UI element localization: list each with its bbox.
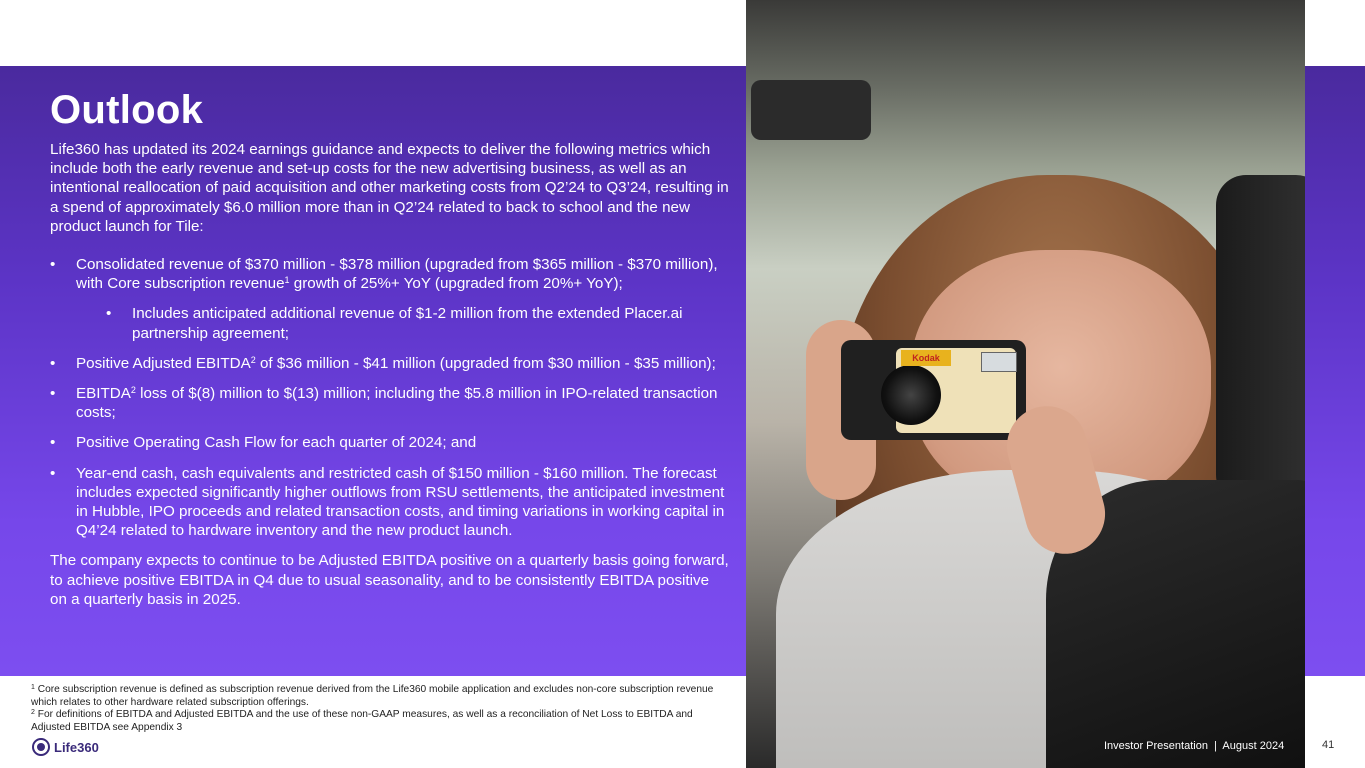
rearview-mirror	[751, 80, 871, 140]
hero-photo-girl-with-camera	[746, 0, 1305, 768]
footnotes	[31, 684, 731, 734]
closing-paragraph: The company expects to continue to be Adjusted EBITDA positive on a quarterly basis going forward, to achieve positive EBITDA in Q4 due to usual seasonality, and to be consistently EBITDA positive on a quarterly basis in 2025.	[50, 552, 729, 608]
list-item-year-end-cash: • Year-end cash, cash equivalents and restricted cash of $150 million - $160 million. The forecast includes expected significantly higher outflows from RSU settlements, the anticipated investment in Hubble, IPO proceeds and related transaction costs, and timing variations in working capital in Q4’24 related to hardware inventory and the new product launch.	[50, 464, 730, 541]
list-item-cash-flow: • Positive Operating Cash Flow for each quarter of 2024; and	[50, 433, 730, 452]
outlook-body	[50, 140, 730, 609]
disposable-camera	[841, 340, 1026, 440]
footer-label: Investor Presentation | August 2024	[1104, 740, 1285, 752]
footnote-1: $^1$ Core subscription revenue is defined as subscription revenue derived from the Life360 mobile application and excludes non-core subscription revenue which relates to other hardware related subscription offerings.	[31, 684, 714, 708]
page-number: 41	[1322, 739, 1335, 751]
list-item-placer: • Includes anticipated additional revenue of $1-2 million from the extended Placer.ai partnership agreement;	[106, 304, 730, 342]
camera-brand-label: Kodak	[901, 350, 951, 366]
life360-logo-icon	[32, 738, 50, 756]
life360-logo	[32, 738, 99, 756]
list-item-adjusted-ebitda: • Positive Adjusted EBITDA$^2$ of $36 million - $41 million (upgraded from $30 million - $35 million);	[50, 354, 730, 373]
list-item-revenue: • Consolidated revenue of $370 million - $378 million (upgraded from $365 million - $370 million), with Core subscription revenue$^1$ growth of 25%+ YoY (upgraded from 20%+ YoY);	[50, 255, 730, 293]
footnote-2: $^2$ For definitions of EBITDA and Adjusted EBITDA and the use of these non-GAAP measures, as well as a reconciliation of Net Loss to EBITDA and Adjusted EBITDA see Appendix 3	[31, 709, 693, 733]
intro-paragraph: Life360 has updated its 2024 earnings guidance and expects to deliver the following metrics which include both the early revenue and set-up costs for the new advertising business, as well as an intentional reallocation of paid acquisition and other marketing costs from Q2’24 to Q3’24, resulting in a spend of approximately $6.0 million more than in Q2’24 related to back to school and the new product launch for Tile:	[50, 141, 729, 235]
logo-wordmark: Life360	[54, 739, 99, 755]
list-item-ebitda: • EBITDA$^2$ loss of $(8) million to $(13) million; including the $5.8 million in IPO-related transaction costs;	[50, 384, 730, 422]
page-title: Outlook	[50, 88, 204, 132]
guidance-list	[50, 255, 730, 540]
